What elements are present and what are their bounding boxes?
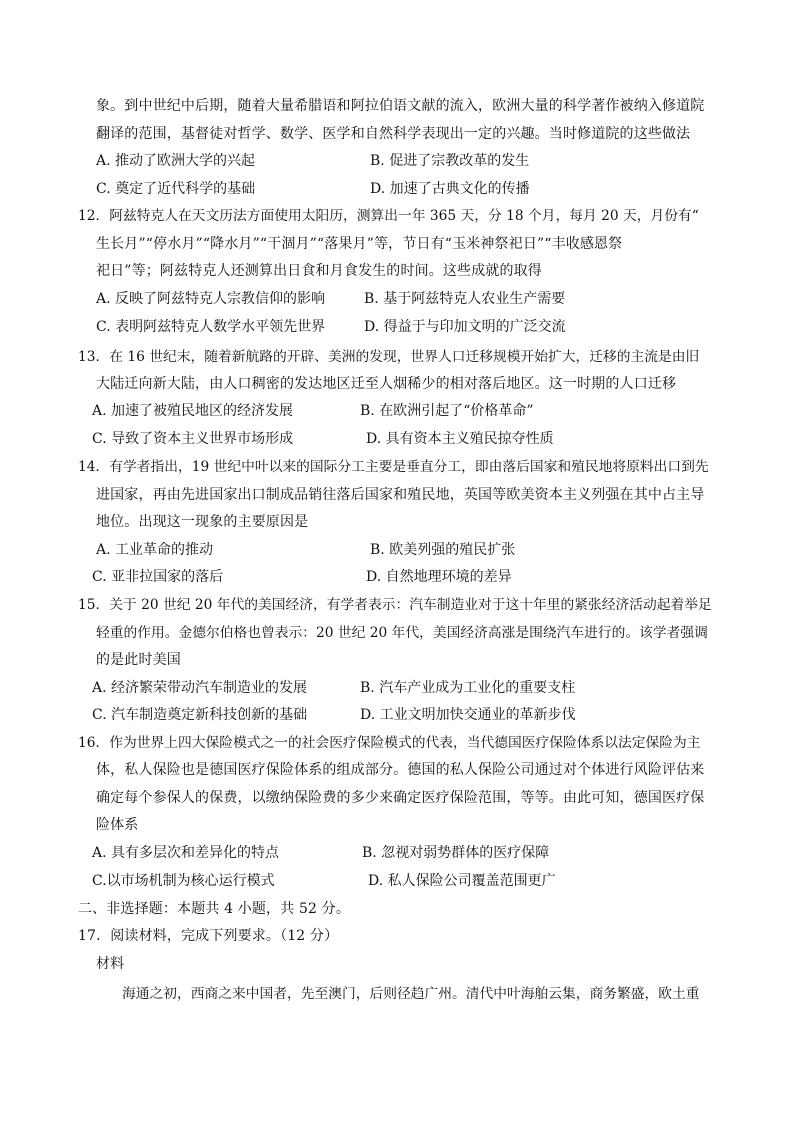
q12-line-1: 12．阿兹特克人在天文历法方面使用太阳历，测算出一年 365 天，分 18 个月，每月 20 天，月份有“ — [78, 208, 699, 224]
q11-line-1: 象。到中世纪中后期，随着大量希腊语和阿拉伯语文献的流入，欧洲大量的科学著作被纳入修道院 — [96, 98, 705, 114]
q12-line-3: 祀日”等；阿兹特克人还测算出日食和月食发生的时间。这些成就的取得 — [96, 263, 542, 279]
q13-option-b: B. 在欧洲引起了“价格革命” — [360, 403, 534, 419]
q12-option-d: D. 得益于与印加文明的广泛交流 — [364, 319, 566, 335]
q14-line-3: 地位。出现这一现象的主要原因是 — [96, 514, 309, 530]
q14-option-a: A. 工业革命的推动 — [96, 542, 214, 558]
q15-option-a: A. 经济繁荣带动汽车制造业的发展 — [92, 680, 308, 696]
q14-option-c: C. 亚非拉国家的落后 — [92, 569, 224, 585]
q12-option-c: C. 表明阿兹特克人数学水平领先世界 — [96, 319, 326, 335]
q16-line-1: 16．作为世界上四大保险模式之一的社会医疗保险模式的代表，当代德国医疗保险体系以法定保险为主 — [78, 735, 701, 751]
q13-line-1: 13．在 16 世纪末，随着新航路的开辟、美洲的发现，世界人口迁移规模开始扩大，迁移的主流是由旧 — [78, 349, 700, 365]
q13-option-a: A. 加速了被殖民地区的经济发展 — [92, 403, 294, 419]
q16-option-a: A. 具有多层次和差异化的特点 — [92, 845, 280, 861]
q13-option-c: C. 导致了资本主义世界市场形成 — [92, 431, 294, 447]
q11-option-c: C. 奠定了近代科学的基础 — [96, 181, 256, 197]
q15-line-3: 的是此时美国 — [96, 652, 181, 668]
q17-title: 17．阅读材料，完成下列要求。（12 分） — [78, 928, 339, 944]
q15-option-c: C. 汽车制造奠定新科技创新的基础 — [92, 707, 308, 723]
q13-line-2: 大陆迁向新大陆，由人口稠密的发达地区迁至人烟稀少的相对落后地区。这一时期的人口迁移 — [96, 376, 677, 392]
q16-option-d: D. 私人保险公司覆盖范围更广 — [368, 873, 556, 889]
q15-option-d: D. 工业文明加快交通业的革新步伐 — [360, 707, 576, 723]
q16-option-c: C.以市场机制为核心运行模式 — [92, 873, 275, 889]
q16-line-2: 体，私人保险也是德国医疗保险体系的组成部分。德国的私人保险公司通过对个体进行风险评估来 — [96, 762, 705, 778]
q15-option-b: B. 汽车产业成为工业化的重要支柱 — [360, 680, 576, 696]
q12-line-2: 生长月”“停水月”“降水月”“干涸月”“落果月”等，节日有“玉米神祭祀日”“丰收感恩祭 — [96, 236, 623, 252]
q14-option-d: D. 自然地理环境的差异 — [366, 569, 512, 585]
q11-option-a: A. 推动了欧洲大学的兴起 — [96, 153, 256, 169]
q11-option-d: D. 加速了古典文化的传播 — [370, 181, 530, 197]
q14-option-b: B. 欧美列强的殖民扩张 — [370, 542, 516, 558]
q15-line-1: 15．关于 20 世纪 20 年代的美国经济，有学者表示：汽车制造业对于这十年里的紧张经济活动起着举足 — [78, 597, 712, 613]
q16-line-3: 确定每个参保人的保费，以缴纳保险费的多少来确定医疗保险范围，等等。由此可知，德国医疗保 — [96, 790, 705, 806]
q12-option-a: A. 反映了阿兹特克人宗教信仰的影响 — [96, 291, 326, 307]
q17-material-label: 材料 — [96, 956, 125, 972]
q15-line-2: 轻重的作用。金德尔伯格也曾表示：20 世纪 20 年代，美国经济高涨是围绕汽车进行的。该学者强调 — [96, 625, 708, 641]
q12-option-b: B. 基于阿兹特克人农业生产需要 — [364, 291, 566, 307]
q11-line-2: 翻译的范围，基督徒对哲学、数学、医学和自然科学表现出一定的兴趣。当时修道院的这些做法 — [96, 126, 691, 142]
q13-option-d: D. 具有资本主义殖民掠夺性质 — [366, 431, 554, 447]
q11-option-b: B. 促进了宗教改革的发生 — [370, 153, 530, 169]
section-heading: 二、非选择题：本题共 4 小题，共 52 分。 — [78, 901, 350, 917]
q16-option-b: B. 忽视对弱势群体的医疗保障 — [362, 845, 550, 861]
q16-line-4: 险体系 — [96, 817, 139, 833]
q14-line-1: 14．有学者指出，19 世纪中叶以来的国际分工主要是垂直分工，即由落后国家和殖民地将原料出口到先 — [78, 459, 709, 475]
q14-line-2: 进国家，再由先进国家出口制成品销往落后国家和殖民地，英国等欧美资本主义列强在其中占主导 — [96, 487, 705, 503]
q17-material-line-1: 海通之初，西商之来中国者，先至澳门，后则径趋广州。清代中叶海舶云集，商务繁盛，欧土重 — [122, 986, 700, 1002]
